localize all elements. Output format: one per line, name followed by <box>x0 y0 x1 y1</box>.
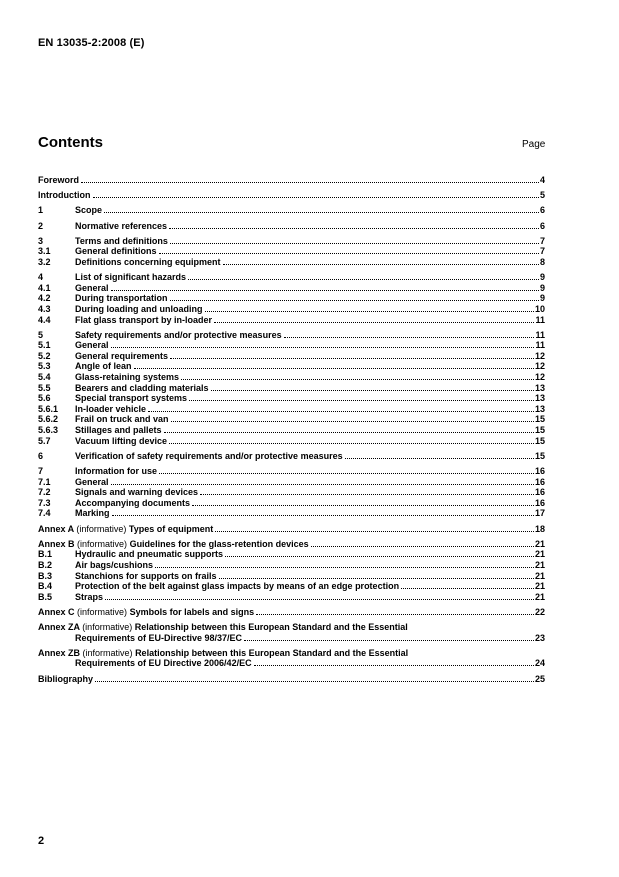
toc-entry-page: 16 <box>534 476 545 487</box>
toc-entry-label: Verification of safety requirements and/or protective measures <box>75 450 343 461</box>
toc-entry-page: 11 <box>535 314 545 325</box>
toc-entry-page: 25 <box>534 673 545 684</box>
toc-entry-page: 7 <box>539 246 545 257</box>
toc-entry-label: Stillages and pallets <box>75 425 162 436</box>
page-column-label: Page <box>522 139 546 150</box>
toc-entry-page: 5 <box>539 190 545 201</box>
toc-entry-label: During transportation <box>75 293 168 304</box>
annex-note: (informative) <box>82 647 133 658</box>
page-title: Contents <box>38 134 103 151</box>
toc-entry-page: 18 <box>534 523 545 534</box>
annex-note: (informative) <box>76 523 127 534</box>
toc-entry-label: Normative references <box>75 220 168 231</box>
toc-entry-number: 3.2 <box>38 256 51 267</box>
toc-entry[interactable] <box>38 436 545 447</box>
dot-leader <box>134 368 534 369</box>
dot-leader <box>181 379 534 380</box>
dot-leader <box>205 311 534 312</box>
toc-entry-label: Information for use <box>75 466 158 476</box>
toc-entry-number: 7.3 <box>38 497 51 508</box>
toc-entry-page: 23 <box>534 632 545 643</box>
toc-entry-page: 12 <box>534 361 545 372</box>
dot-leader <box>164 432 534 433</box>
toc-entry[interactable] <box>38 549 545 560</box>
dot-leader <box>159 473 534 474</box>
page-number: 2 <box>38 835 45 847</box>
toc-entry[interactable] <box>38 487 545 498</box>
toc-entry-number: 7.2 <box>38 487 51 498</box>
toc-entry-label: Bibliography <box>38 673 94 684</box>
toc-entry[interactable] <box>38 351 545 362</box>
toc-entry-page: 7 <box>539 235 545 246</box>
dot-leader <box>200 494 534 495</box>
toc-entry[interactable] <box>38 560 545 571</box>
toc-entry-number: 7.4 <box>38 508 51 519</box>
toc-entry-label: Hydraulic and pneumatic supports <box>75 549 224 560</box>
toc-entry-page: 13 <box>534 393 545 404</box>
toc-entry-label: Relationship between this European Standard and the Essential <box>134 622 408 633</box>
toc-entry-label: Stanchions for supports on frails <box>75 570 217 581</box>
dot-leader <box>256 614 534 615</box>
toc-entry-page: 8 <box>539 256 545 267</box>
toc-entry[interactable] <box>38 272 545 283</box>
toc-entry-number: 7.1 <box>38 476 51 487</box>
toc-group <box>38 221 545 232</box>
toc-entry[interactable] <box>38 283 545 294</box>
dot-leader <box>223 264 539 265</box>
dot-leader <box>81 182 539 183</box>
annex-label: Annex A <box>38 523 74 534</box>
toc-entry-number: 5.2 <box>38 350 51 361</box>
toc-entry-page: 24 <box>534 658 545 669</box>
toc-entry-label: Glass-retaining systems <box>75 372 180 383</box>
toc-group <box>38 674 545 685</box>
toc-entry[interactable] <box>38 633 545 644</box>
toc-entry-number: B.4 <box>38 581 53 592</box>
toc-entry-number: 5.5 <box>38 382 51 393</box>
dot-leader <box>254 665 534 666</box>
toc-entry-label: Marking <box>75 508 110 519</box>
toc-entry-label: In-loader vehicle <box>75 403 147 414</box>
dot-leader <box>112 515 534 516</box>
toc-entry[interactable] <box>38 425 545 436</box>
toc-entry-page: 16 <box>534 487 545 498</box>
dot-leader <box>93 197 539 198</box>
toc-entry[interactable] <box>38 175 545 186</box>
toc-entry-label: Foreword <box>38 175 80 185</box>
document-id-header: EN 13035-2:2008 (E) <box>38 37 145 49</box>
toc-entry-label: Special transport systems <box>75 393 188 404</box>
toc-entry-label: General <box>75 340 109 351</box>
toc-entry-number: 5.1 <box>38 340 51 351</box>
toc-group <box>38 236 545 268</box>
toc-group <box>38 524 545 535</box>
table-of-contents <box>38 175 545 689</box>
toc-entry[interactable] <box>38 658 545 669</box>
toc-entry-label: Signals and warning devices <box>75 487 199 498</box>
toc-group <box>38 607 545 618</box>
toc-entry[interactable] <box>38 648 545 659</box>
toc-entry-number: 6 <box>38 450 44 461</box>
toc-entry[interactable] <box>38 524 545 535</box>
dot-leader <box>401 588 534 589</box>
toc-entry[interactable] <box>38 607 545 618</box>
dot-leader <box>284 337 535 338</box>
toc-group <box>38 451 545 462</box>
dot-leader <box>171 421 534 422</box>
toc-entry-number: 5 <box>38 329 44 340</box>
toc-entry-page: 15 <box>534 450 545 461</box>
toc-entry[interactable] <box>38 674 545 685</box>
toc-entry-label: Guidelines for the glass-retention devices <box>129 538 309 549</box>
toc-entry-number: 5.6 <box>38 393 51 404</box>
toc-entry-label: Air bags/cushions <box>75 559 154 570</box>
toc-entry-page: 21 <box>534 538 545 549</box>
toc-entry-label: General <box>75 476 109 487</box>
dot-leader <box>345 458 534 459</box>
toc-entry[interactable] <box>38 404 545 415</box>
toc-entry-page: 22 <box>534 606 545 617</box>
dot-leader <box>148 411 534 412</box>
toc-entry-page: 21 <box>534 559 545 570</box>
toc-entry-label: List of significant hazards <box>75 272 187 283</box>
toc-entry-page: 9 <box>539 272 545 283</box>
toc-entry-page: 9 <box>539 293 545 304</box>
toc-entry[interactable] <box>38 293 545 304</box>
toc-entry-label: General <box>75 282 109 293</box>
dot-leader <box>219 578 534 579</box>
toc-group <box>38 175 545 186</box>
toc-entry-label: Accompanying documents <box>75 497 191 508</box>
dot-leader <box>155 567 534 568</box>
toc-entry-number: 1 <box>38 205 44 216</box>
toc-entry-label: Symbols for labels and signs <box>129 606 255 617</box>
toc-entry-number: 5.4 <box>38 372 51 383</box>
toc-entry-number: 5.6.1 <box>38 403 59 414</box>
toc-entry-label-continued: Requirements of EU Directive 2006/42/EC <box>75 658 252 669</box>
toc-entry-label: Definitions concerning equipment <box>75 256 221 267</box>
dot-leader <box>214 322 534 323</box>
toc-entry-page: 10 <box>534 303 545 314</box>
annex-note: (informative) <box>77 606 128 617</box>
toc-entry-number: 3.1 <box>38 246 51 257</box>
toc-entry-label: During loading and unloading <box>75 303 203 314</box>
toc-entry-page: 12 <box>534 350 545 361</box>
dot-leader <box>111 290 539 291</box>
toc-entry-page: 21 <box>534 591 545 602</box>
dot-leader <box>169 443 534 444</box>
toc-entry-page: 21 <box>534 581 545 592</box>
toc-entry-label: Angle of lean <box>75 361 132 372</box>
toc-entry[interactable] <box>38 571 545 582</box>
toc-entry-label: Relationship between this European Standard and the Essential <box>135 647 409 658</box>
toc-group <box>38 622 545 643</box>
toc-entry-page: 15 <box>534 425 545 436</box>
annex-note: (informative) <box>77 538 128 549</box>
dot-leader <box>192 505 534 506</box>
toc-entry-label: General requirements <box>75 350 169 361</box>
toc-entry[interactable] <box>38 236 545 247</box>
toc-entry-number: B.5 <box>38 591 53 602</box>
toc-entry-page: 15 <box>534 435 545 446</box>
toc-entry-label: Introduction <box>38 190 91 201</box>
dot-leader <box>170 300 539 301</box>
toc-entry[interactable] <box>38 539 545 550</box>
dot-leader <box>95 681 534 682</box>
annex-label: Annex B <box>38 538 75 549</box>
dot-leader <box>111 484 534 485</box>
toc-entry[interactable] <box>38 205 545 216</box>
toc-group <box>38 272 545 325</box>
toc-group <box>38 539 545 603</box>
toc-entry-label: Terms and definitions <box>75 235 168 246</box>
annex-label: Annex C <box>38 606 75 617</box>
dot-leader <box>189 400 534 401</box>
toc-entry[interactable] <box>38 581 545 592</box>
toc-entry-label: Scope <box>75 205 103 216</box>
toc-entry[interactable] <box>38 340 545 351</box>
toc-entry-page: 9 <box>539 282 545 293</box>
toc-entry-label: General definitions <box>75 246 157 257</box>
toc-entry-page: 16 <box>534 497 545 508</box>
dot-leader <box>311 546 534 547</box>
toc-entry-page: 13 <box>534 382 545 393</box>
toc-entry[interactable] <box>38 383 545 394</box>
annex-label: Annex ZB <box>38 647 81 658</box>
toc-entry-number: 5.6.2 <box>38 414 59 425</box>
dot-leader <box>244 640 534 641</box>
toc-entry[interactable] <box>38 330 545 341</box>
annex-label: Annex ZA <box>38 622 80 633</box>
toc-entry[interactable] <box>38 414 545 425</box>
dot-leader <box>105 599 534 600</box>
dot-leader <box>111 347 535 348</box>
toc-entry-number: 4 <box>38 272 44 283</box>
dot-leader <box>225 556 534 557</box>
dot-leader <box>211 390 534 391</box>
toc-entry-number: 5.3 <box>38 361 51 372</box>
toc-entry-number: 3 <box>38 235 44 246</box>
toc-entry[interactable] <box>38 304 545 315</box>
toc-entry-number: 5.7 <box>38 435 51 446</box>
toc-entry[interactable] <box>38 315 545 326</box>
dot-leader <box>169 228 539 229</box>
toc-entry-label: Flat glass transport by in-loader <box>75 314 213 325</box>
toc-entry-page: 12 <box>534 372 545 383</box>
toc-entry-number: B.3 <box>38 570 53 581</box>
toc-entry[interactable] <box>38 508 545 519</box>
toc-entry-number: 5.6.3 <box>38 425 59 436</box>
toc-entry[interactable] <box>38 466 545 477</box>
toc-entry[interactable] <box>38 393 545 404</box>
toc-entry-label: Bearers and cladding materials <box>75 382 209 393</box>
dot-leader <box>170 243 539 244</box>
toc-entry-page: 11 <box>535 329 545 340</box>
toc-entry-label: Vacuum lifting device <box>75 435 168 446</box>
toc-group <box>38 648 545 669</box>
toc-entry[interactable] <box>38 246 545 257</box>
toc-entry[interactable] <box>38 221 545 232</box>
toc-entry-label: Frail on truck and van <box>75 414 169 425</box>
toc-entry[interactable] <box>38 592 545 603</box>
toc-entry-page: 13 <box>534 403 545 414</box>
toc-entry-number: 4.4 <box>38 314 51 325</box>
toc-entry-label: Safety requirements and/or protective measures <box>75 329 282 340</box>
toc-entry-number: 4.1 <box>38 282 51 293</box>
toc-entry[interactable] <box>38 622 545 633</box>
toc-entry-number: 7 <box>38 466 44 476</box>
toc-group <box>38 205 545 216</box>
toc-entry-number: B.2 <box>38 559 53 570</box>
toc-entry[interactable] <box>38 361 545 372</box>
dot-leader <box>104 212 539 213</box>
toc-entry[interactable] <box>38 451 545 462</box>
toc-group <box>38 330 545 447</box>
toc-entry-page: 15 <box>534 414 545 425</box>
toc-entry-page: 16 <box>534 466 545 476</box>
dot-leader <box>159 253 539 254</box>
toc-entry[interactable] <box>38 257 545 268</box>
toc-entry[interactable] <box>38 372 545 383</box>
toc-group <box>38 190 545 201</box>
toc-entry-number: 4.3 <box>38 303 51 314</box>
toc-entry-page: 6 <box>539 220 545 231</box>
toc-entry[interactable] <box>38 477 545 488</box>
dot-leader <box>188 279 539 280</box>
dot-leader <box>170 358 534 359</box>
toc-entry-label: Protection of the belt against glass impacts by means of an edge protection <box>75 581 400 592</box>
toc-entry-page: 6 <box>539 205 545 216</box>
toc-entry[interactable] <box>38 190 545 201</box>
toc-entry-number: B.1 <box>38 549 53 560</box>
toc-entry-number: 2 <box>38 220 44 231</box>
toc-entry-page: 21 <box>534 570 545 581</box>
toc-entry-page: 11 <box>535 340 545 351</box>
toc-entry[interactable] <box>38 498 545 509</box>
toc-entry-label: Straps <box>75 591 104 602</box>
toc-entry-page: 17 <box>534 508 545 519</box>
toc-entry-label: Types of equipment <box>128 523 214 534</box>
toc-entry-number: 4.2 <box>38 293 51 304</box>
toc-group <box>38 466 545 519</box>
annex-note: (informative) <box>82 622 133 633</box>
toc-entry-page: 4 <box>539 175 545 185</box>
dot-leader <box>215 531 534 532</box>
toc-entry-page: 21 <box>534 549 545 560</box>
toc-entry-label-continued: Requirements of EU-Directive 98/37/EC <box>75 632 243 643</box>
